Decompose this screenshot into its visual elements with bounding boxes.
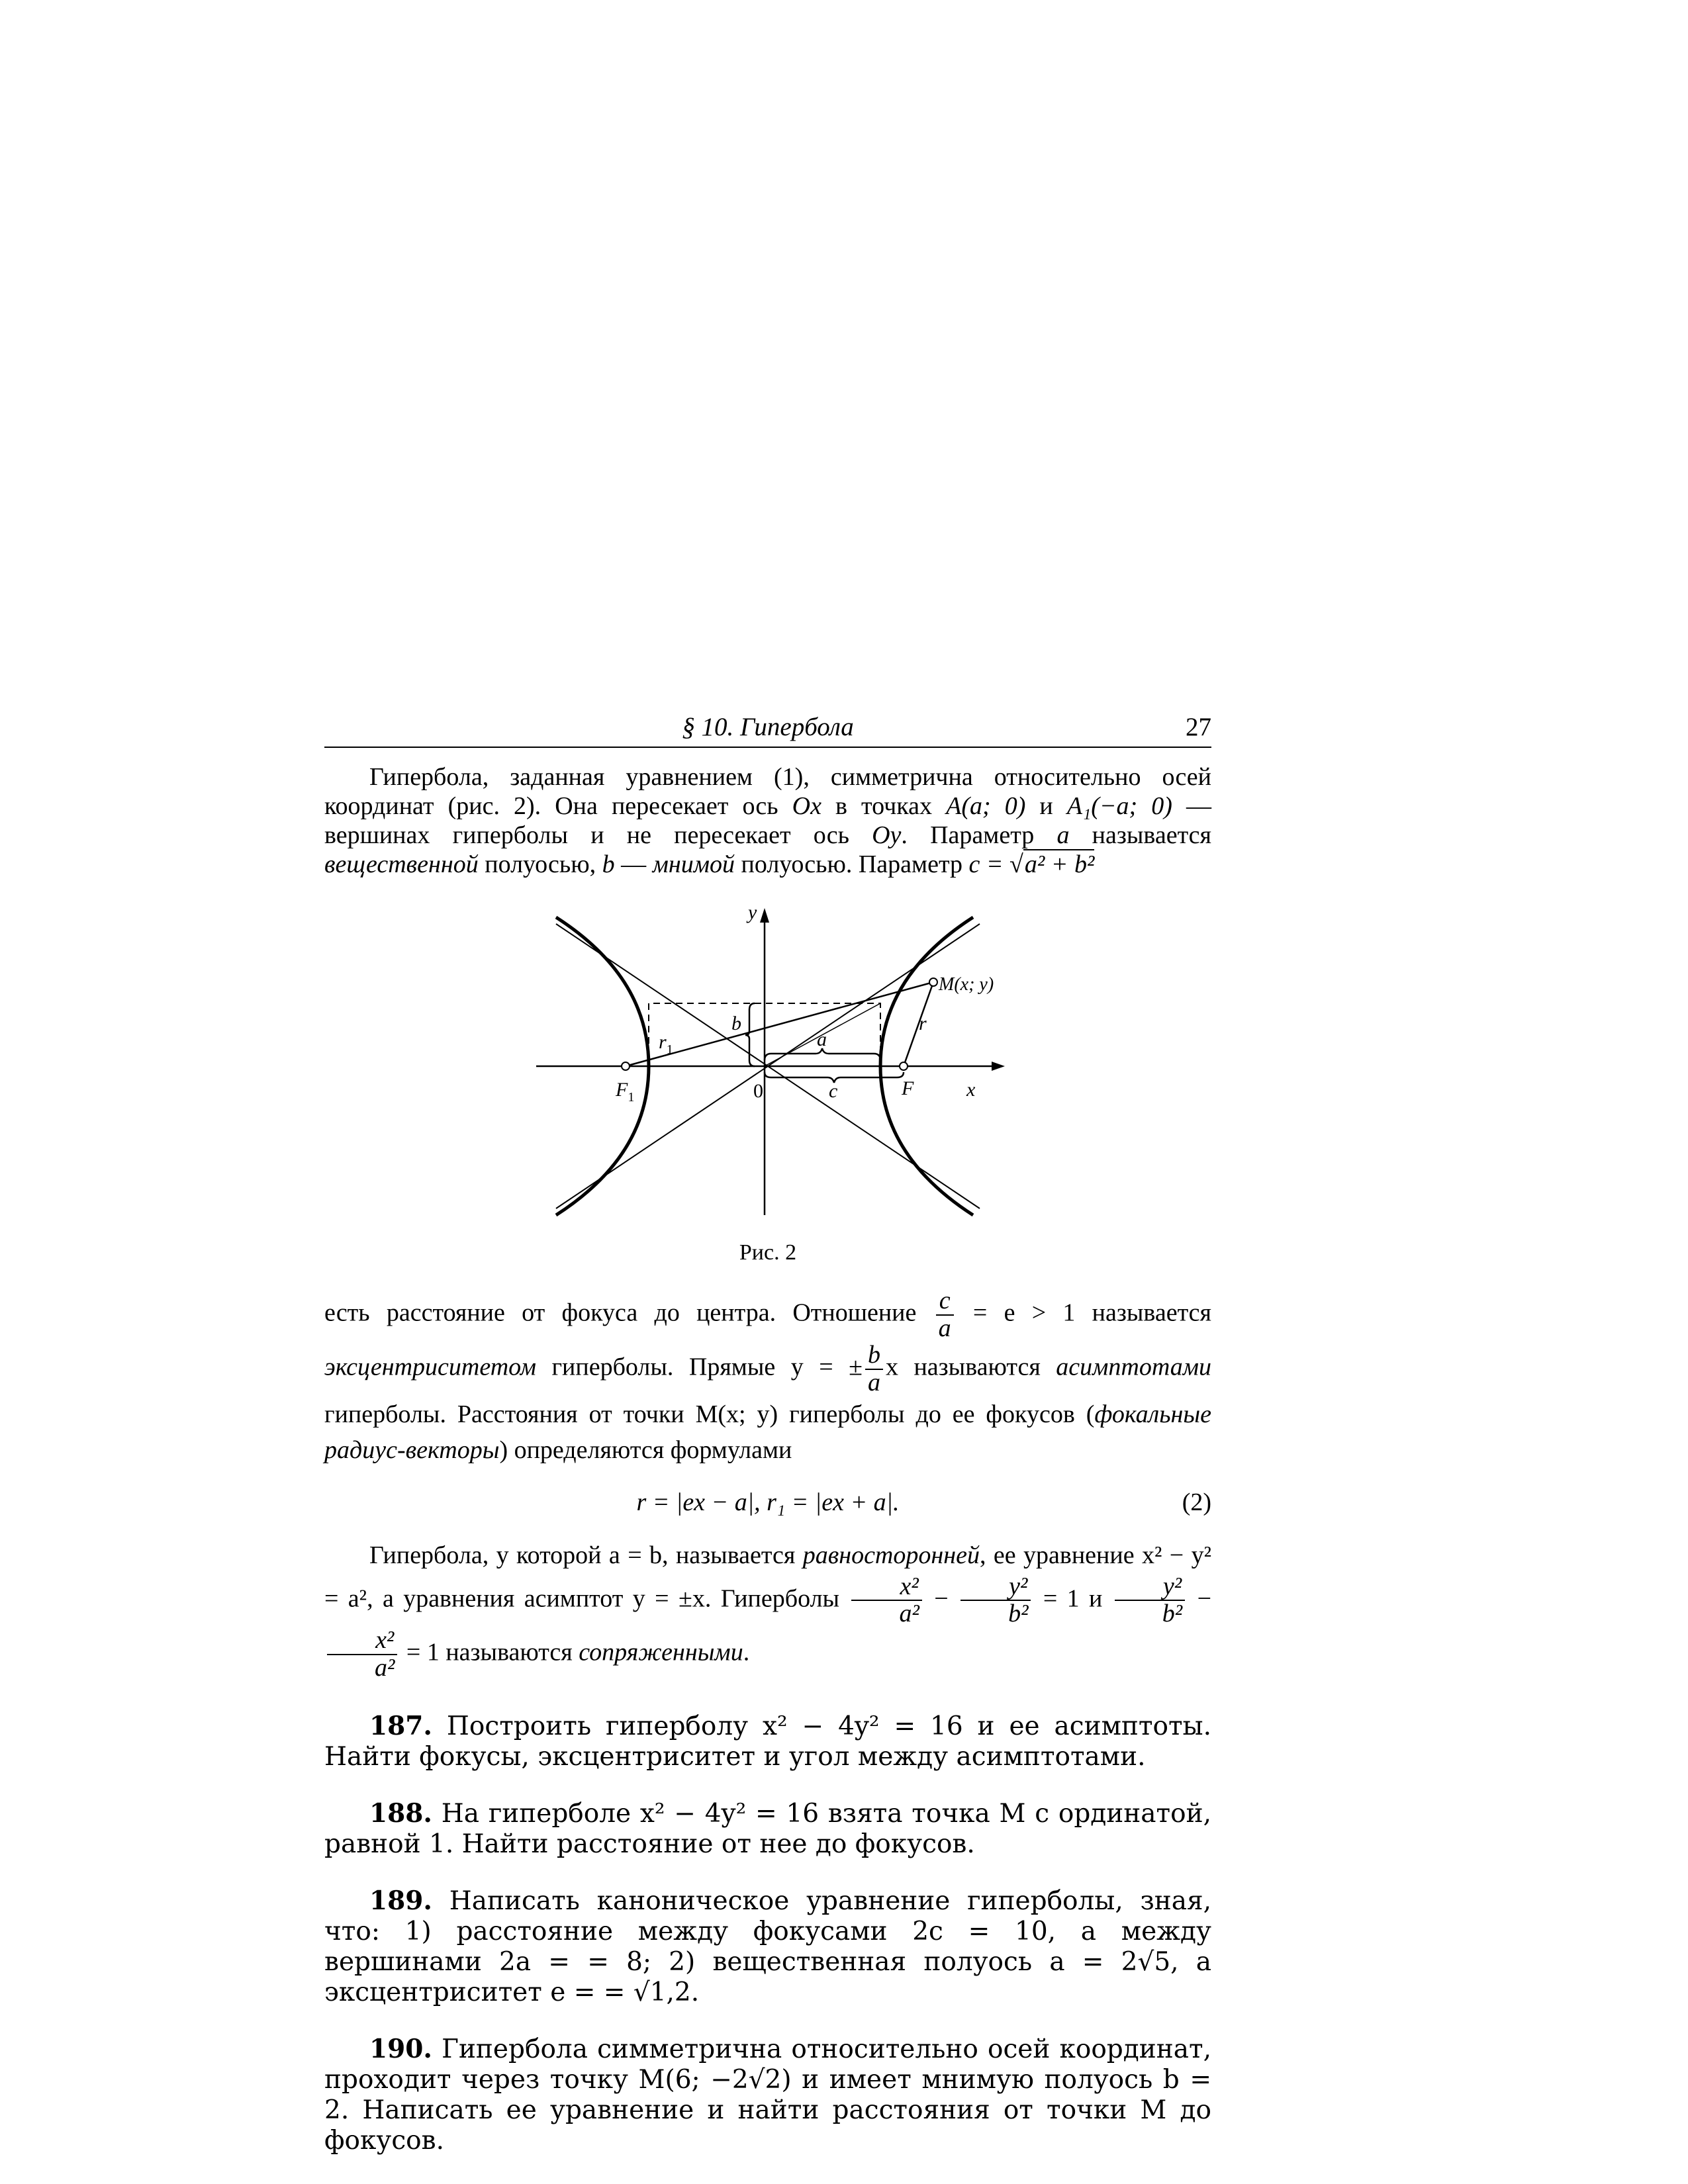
section-title: § 10. Гипербола	[682, 713, 854, 741]
fraction-c-a: $\frac{c}{a}$	[936, 1288, 954, 1342]
problem-189: 189. Написать каноническое уравнение гиперболы, зная, что: 1) расстояние между фокусами 2c = 10, а между вершинами 2a = = 8; 2) вещественная полуось a = 2√5, а эксцентриситет e = = √1,2.	[324, 1886, 1211, 2008]
hyperbola-figure	[530, 904, 1006, 1265]
label-r1: $r_1$	[659, 1031, 673, 1057]
page-number: 27	[1186, 713, 1211, 741]
term-conjugate: сопряженными	[579, 1638, 743, 1666]
figure-caption: Рис. 2	[739, 1240, 797, 1265]
paragraph-intro: Гипербола, заданная уравнением (1), симметрична относительно осей координат (рис. 2). Она пересекает ось Ox в точках A(a; 0) и A₁(−a; 0) — вершинах гиперболы и не пересекает ось Oy. Параметр a называется вещественной полуосью, b — мнимой полуосью. Параметр c = √a² + b²	[324, 763, 1212, 878]
label-f: F	[902, 1077, 914, 1099]
x-axis-arrow-icon	[992, 1062, 1005, 1071]
label-f1: $F_1$	[616, 1079, 635, 1105]
book-page	[324, 708, 1211, 2182]
equation-number: (2)	[1182, 1488, 1211, 1516]
formula-2	[324, 1488, 1211, 1517]
focus-f-point	[900, 1062, 908, 1070]
paragraph-equilateral: Гипербола, у которой a = b, называется равносторонней, ее уравнение x² − y² = a², а уравнения асимптот y = ±x. Гиперболы $\frac{\text{x²}}{\text{a²}}$ − $\frac{\text{y²}}{\text{b²}}$ = 1 и $\frac{\text{y²}}{\text{b²}}$ − $\frac{\text{x²}}{\text{a²}}$ = 1 называются сопряженными.	[324, 1541, 1212, 1682]
term-focal-radius: фокальные радиус-векторы	[324, 1400, 1211, 1464]
running-header	[324, 708, 1211, 748]
term-eccentricity: эксцентриситетом	[324, 1353, 536, 1381]
problem-187: 187. Построить гиперболу x² − 4y² = 16 и ее асимптоты. Найти фокусы, эксцентриситет и угол между асимптотами.	[324, 1711, 1211, 1772]
term-imaginary: мнимой	[652, 850, 735, 878]
term-real: вещественной	[324, 850, 479, 878]
problem-188: 188. На гиперболе x² − 4y² = 16 взята точка M с ординатой, равной 1. Найти расстояние от нее до фокусов.	[324, 1798, 1211, 1860]
point-m	[929, 978, 937, 986]
label-r: r	[919, 1013, 927, 1034]
formula-expression: r = |ex − a|, r₁ = |ex + a|.	[636, 1488, 900, 1516]
hyperbola-diagram	[530, 904, 1006, 1222]
label-c: c	[829, 1080, 838, 1102]
label-x: x	[966, 1079, 976, 1101]
label-b: b	[731, 1013, 741, 1034]
focus-f1-point	[622, 1062, 630, 1070]
problem-190: 190. Гипербола симметрична относительно осей координат, проходит через точку M(6; −2√2) и имеет мнимую полуось b = 2. Написать ее уравнение и найти расстояния от точки M до фокусов.	[324, 2034, 1211, 2156]
term-asymptotes: асимптотами	[1056, 1353, 1211, 1381]
y-axis-arrow-icon	[760, 908, 769, 923]
paragraph-eccentricity: есть расстояние от фокуса до центра. Отношение $\frac{c}{a}$ = e > 1 называется эксцентриситетом гиперболы. Прямые y = ± $\frac{b}{a}$ x называются асимптотами гиперболы. Расстояния от точки M(x; y) гиперболы до ее фокусов (фокальные радиус-векторы) определяются формулами	[324, 1287, 1211, 1464]
fraction-b-a: $\frac{b}{a}$	[865, 1342, 883, 1396]
label-m: M(x; y)	[939, 974, 994, 995]
label-y: y	[748, 904, 757, 923]
term-equilateral: равносторонней	[802, 1541, 980, 1569]
label-a: a	[817, 1028, 827, 1050]
label-origin: 0	[753, 1080, 763, 1102]
